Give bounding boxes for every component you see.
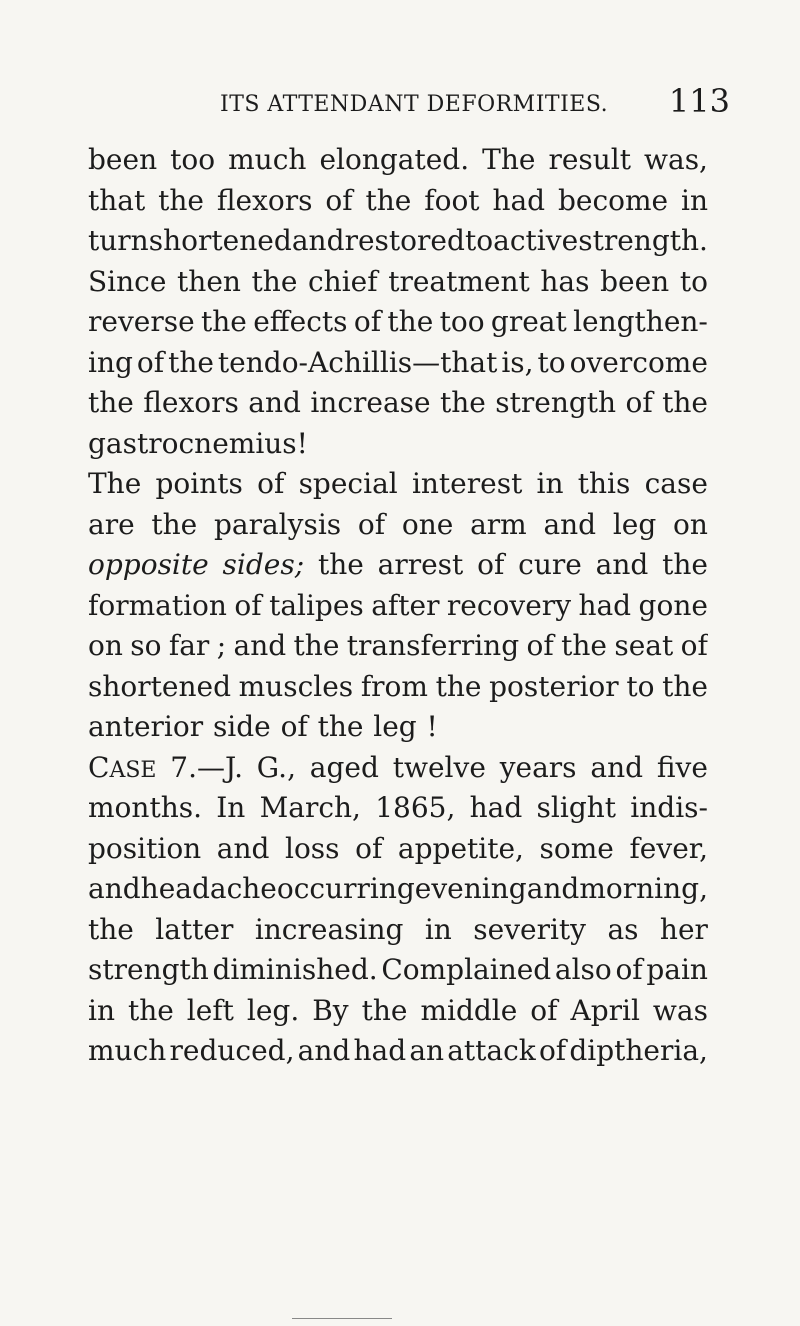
text-line: strength diminished. Complained also of pain [88, 953, 708, 986]
text-line: turn shortened and restored to active strength. [88, 224, 708, 257]
text-line: The points of special interest in this case [88, 467, 708, 500]
text-line: much reduced, and had an attack of diptheria, [88, 1034, 708, 1067]
text-line: Since then the chief treatment has been to [88, 264, 708, 298]
text-line: the latter increasing in severity as her [88, 912, 708, 946]
text-line: anterior side of the leg ! [88, 710, 438, 743]
page-header [0, 80, 800, 128]
bottom-rule [292, 1318, 392, 1319]
text-line: formation of talipes after recovery had gone [88, 588, 708, 622]
text-line: shortened muscles from the posterior to the [88, 669, 708, 703]
text-line: that the flexors of the foot had become in [88, 183, 708, 217]
text-line: are the paralysis of one arm and leg on [88, 507, 708, 541]
running-head: ITS ATTENDANT DEFORMITIES. [220, 92, 609, 117]
text-line: gastrocnemius! [88, 426, 308, 460]
text-line: position and loss of appetite, some fever, [88, 831, 708, 865]
page-number: 113 [668, 82, 730, 120]
text-line: the flexors and increase the strength of the [88, 386, 708, 419]
text-line: been too much elongated. The result was, [88, 143, 708, 176]
text-line: on so far ; and the transferring of the seat of [88, 629, 708, 662]
text-line: CASE 7.—J. G., aged twelve years and five [88, 750, 708, 784]
text-line: in the left leg. By the middle of April was [88, 993, 708, 1027]
text-line: opposite sides; the arrest of cure and the [88, 548, 708, 581]
text-line: ing of the tendo-Achillis—that is, to overcome [88, 345, 708, 379]
text-line: months. In March, 1865, had slight indis- [88, 791, 708, 824]
text-line: reverse the effects of the too great lengthen- [88, 305, 708, 338]
body-text [88, 140, 708, 1072]
text-line: and headache occurring evening and morning, [88, 872, 708, 905]
